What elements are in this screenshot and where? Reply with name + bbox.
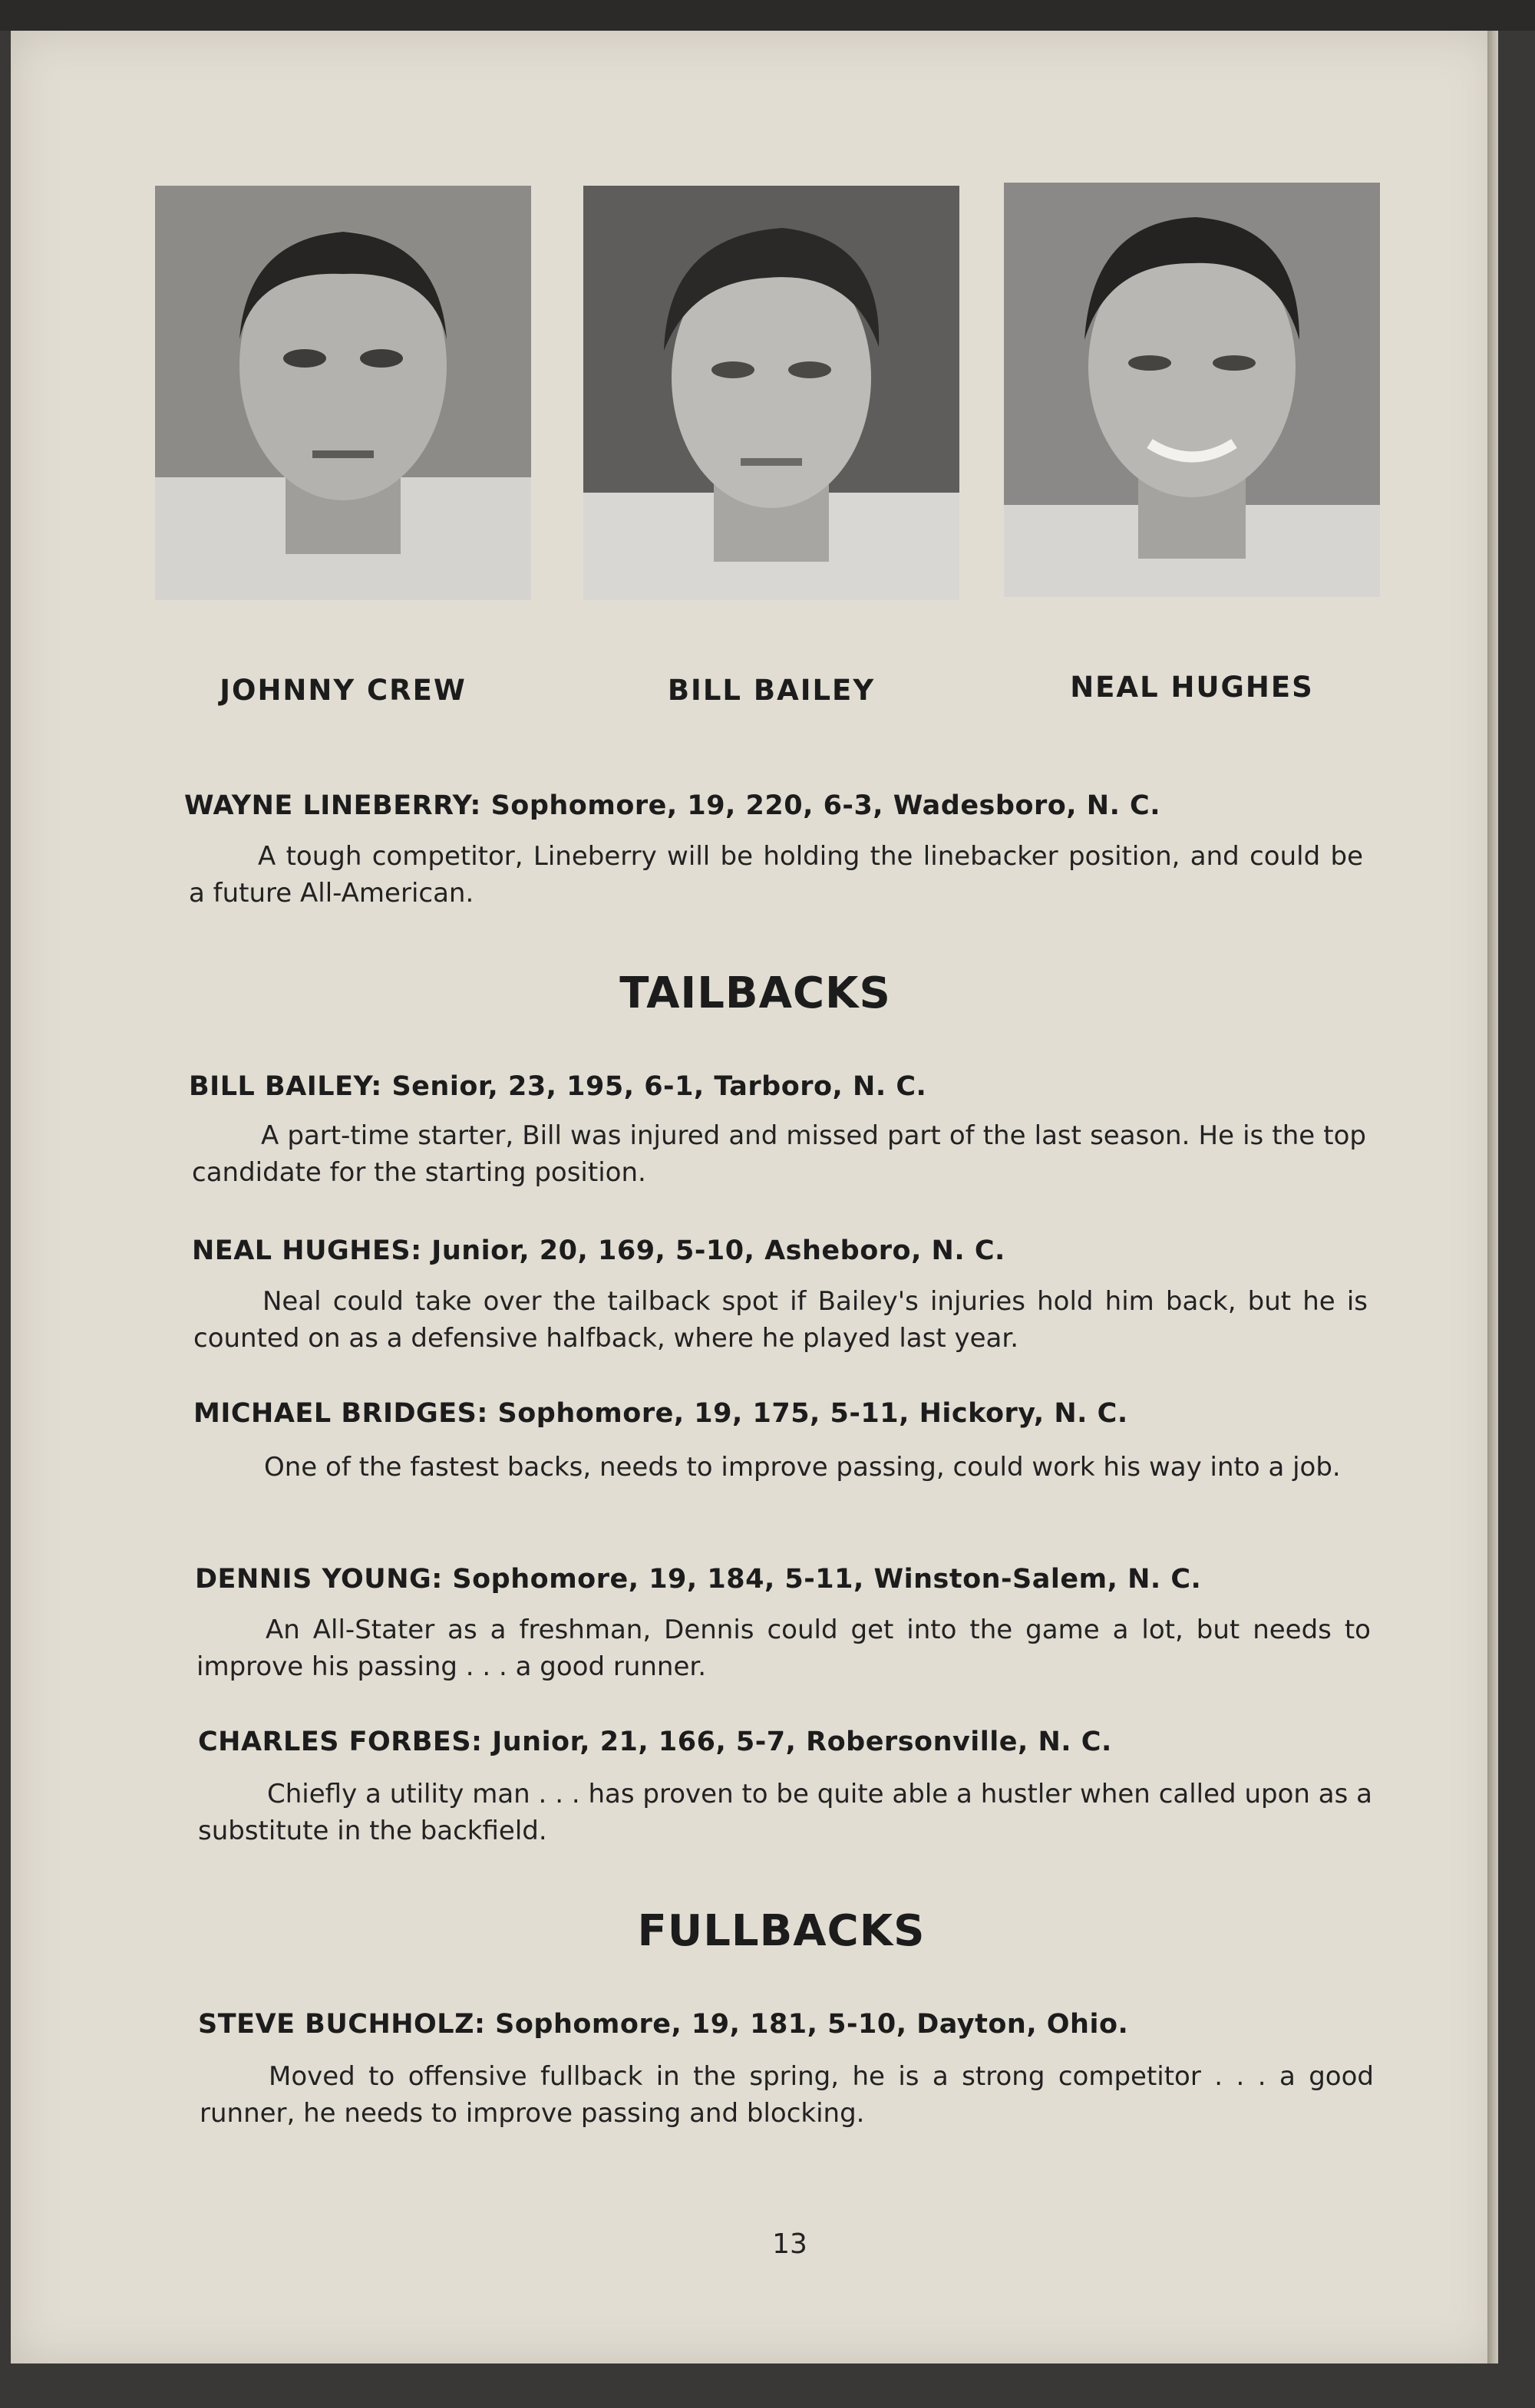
page-number: 13 xyxy=(772,2228,807,2260)
player-heading: CHARLES FORBES: Junior, 21, 166, 5-7, Robersonville, N. C. xyxy=(198,1727,1112,1757)
top-edge xyxy=(0,0,1535,31)
photo-caption: BILL BAILEY xyxy=(667,674,876,707)
player-heading: BILL BAILEY: Senior, 23, 195, 6-1, Tarboro, N. C. xyxy=(189,1071,927,1102)
page-spine xyxy=(1487,31,1498,2363)
portrait-photo-icon xyxy=(1004,183,1380,597)
player-heading: NEAL HUGHES: Junior, 20, 169, 5-10, Asheboro, N. C. xyxy=(192,1235,1005,1266)
photo-caption: NEAL HUGHES xyxy=(1070,671,1314,704)
player-description: Neal could take over the tailback spot if Bailey's injuries hold him back, but he is counted on as a defensive halfback, where he played last year. xyxy=(193,1286,1368,1354)
player-description: A part-time starter, Bill was injured and missed part of the last season. He is the top candidate for the starting position. xyxy=(192,1120,1366,1188)
photo-caption: JOHNNY CREW xyxy=(220,674,467,707)
player-heading: DENNIS YOUNG: Sophomore, 19, 184, 5-11, Winston-Salem, N. C. xyxy=(195,1564,1202,1595)
player-heading: STEVE BUCHHOLZ: Sophomore, 19, 181, 5-10, Dayton, Ohio. xyxy=(198,2009,1129,2040)
player-description: Moved to offensive fullback in the spring, he is a strong competitor . . . a good runner, he needs to improve passing and blocking. xyxy=(200,2061,1374,2129)
portrait-photo-icon xyxy=(155,186,531,600)
player-description: A tough competitor, Lineberry will be holding the linebacker position, and could be a future All-American. xyxy=(189,841,1363,909)
photo-johnny-crew xyxy=(155,186,531,600)
player-description: An All-Stater as a freshman, Dennis could get into the game a lot, but needs to improve his passing . . . a good runner. xyxy=(196,1615,1371,1682)
page xyxy=(11,31,1498,2363)
player-description: One of the fastest backs, needs to improve passing, could work his way into a job. xyxy=(264,1452,1341,1483)
photo-neal-hughes xyxy=(1004,183,1380,597)
player-heading: MICHAEL BRIDGES: Sophomore, 19, 175, 5-11, Hickory, N. C. xyxy=(193,1398,1128,1429)
section-title-tailbacks: TAILBACKS xyxy=(619,968,891,1018)
portrait-photo-icon xyxy=(583,186,959,600)
player-description: Chiefly a utility man . . . has proven to be quite able a hustler when called upon as a substitute in the backfield. xyxy=(198,1779,1372,1846)
section-title-fullbacks: FULLBACKS xyxy=(637,1906,926,1956)
photo-bill-bailey xyxy=(583,186,959,600)
player-heading: WAYNE LINEBERRY: Sophomore, 19, 220, 6-3, Wadesboro, N. C. xyxy=(184,790,1161,821)
